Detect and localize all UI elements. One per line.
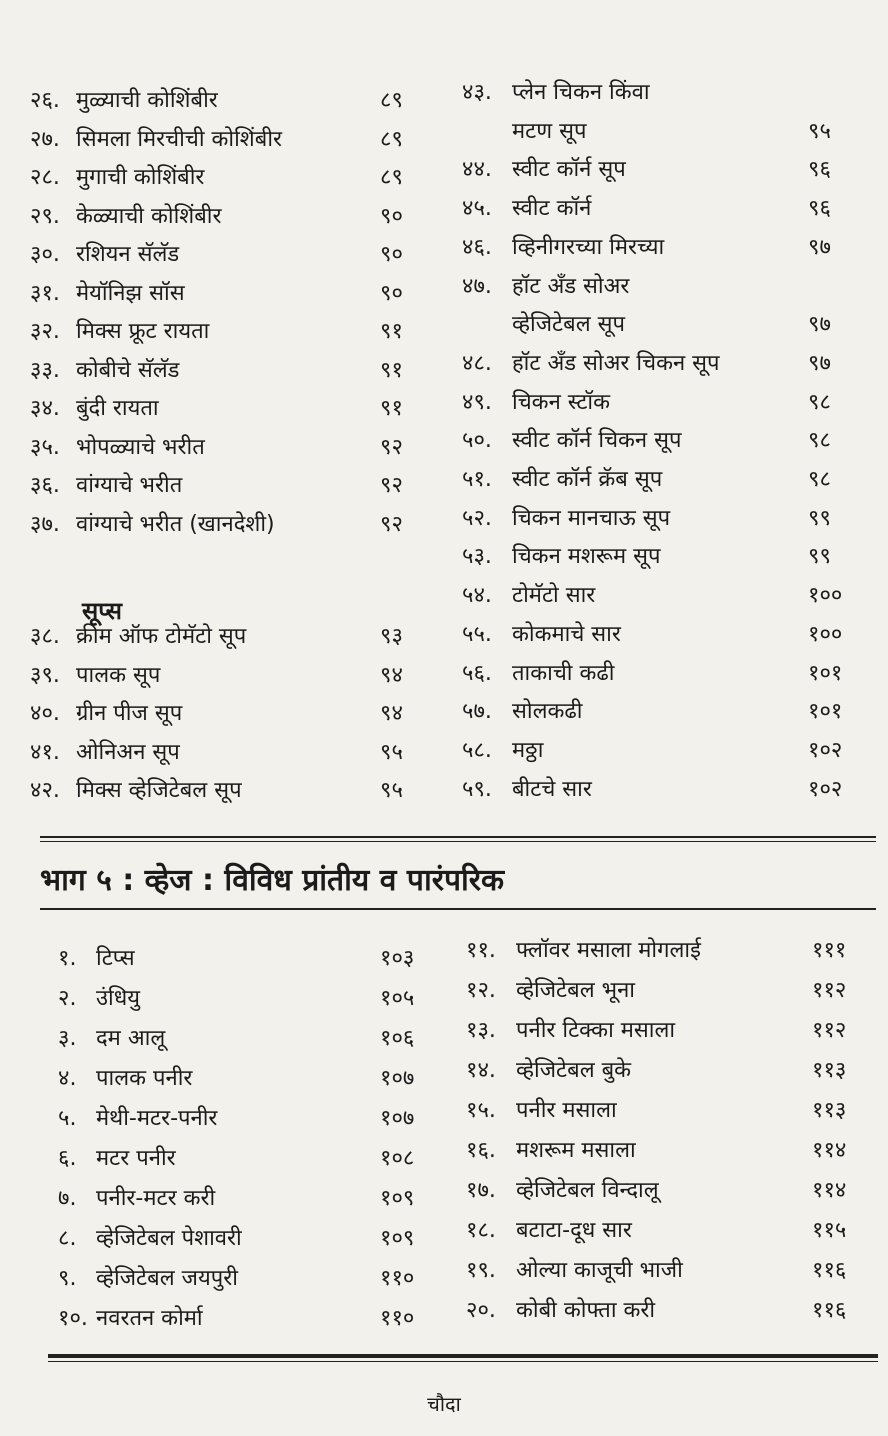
toc-column-bottom-left	[58, 944, 438, 1344]
toc-entry	[30, 125, 403, 155]
toc-entry	[462, 349, 831, 379]
toc-entry	[30, 356, 403, 386]
toc-entry-number: ५८.	[462, 737, 492, 763]
toc-entry-title: दम आलू	[96, 1026, 166, 1051]
toc-entry-number: १७.	[466, 1178, 496, 1203]
toc-entry	[462, 542, 831, 572]
toc-entry-title: पनीर टिक्का मसाला	[516, 1018, 676, 1043]
toc-entry	[58, 1024, 415, 1054]
toc-entry-page: ८९	[380, 165, 403, 190]
toc-entry-page: ९८	[808, 428, 831, 454]
toc-entry-number: ४५.	[462, 196, 492, 222]
toc-entry	[30, 202, 403, 232]
toc-entry	[462, 465, 831, 495]
toc-entry-number: ४९.	[462, 389, 492, 415]
toc-entry-number: ५४.	[462, 583, 492, 609]
toc-entry-page: ९२	[380, 434, 403, 460]
toc-entry-title: उंधियु	[96, 986, 141, 1011]
toc-entry-page: ९६	[808, 157, 831, 183]
toc-entry-page: ११३	[812, 1058, 847, 1083]
toc-entry-title: व्हेजिटेबल विन्दालू	[516, 1178, 659, 1203]
toc-entry-page: १००	[808, 583, 843, 609]
toc-entry	[466, 1216, 847, 1246]
toc-entry-title: ओनिअन सूप	[76, 739, 180, 765]
toc-entry-page: ११२	[812, 1018, 847, 1043]
soups-heading: सूप्स	[82, 597, 122, 625]
toc-entry	[30, 661, 403, 691]
toc-entry	[30, 86, 403, 116]
toc-entry-number: १६.	[466, 1138, 496, 1163]
toc-entry-title: व्हिनीगरच्या मिरच्या	[512, 234, 665, 260]
toc-entry-title: टिप्स	[96, 946, 135, 971]
toc-entry-title: चिकन मशरूम सूप	[512, 544, 661, 570]
toc-entry-number: १३.	[466, 1018, 496, 1043]
toc-entry-title: व्हेजिटेबल जयपुरी	[96, 1266, 238, 1291]
toc-entry-number: ३८.	[30, 624, 60, 649]
toc-entry-number: ४४.	[462, 157, 492, 183]
toc-entry-number: २७.	[30, 126, 60, 152]
toc-entry	[466, 1296, 847, 1326]
toc-entry-number: ३२.	[30, 319, 60, 344]
toc-entry-number: १४.	[466, 1058, 496, 1083]
toc-column-bottom-right	[466, 936, 866, 1336]
toc-entry-title: भोपळ्याचे भरीत	[76, 434, 205, 460]
toc-entry-number: ३३.	[30, 357, 60, 383]
toc-entry-page: १०१	[808, 660, 843, 686]
toc-entry-number: २६.	[30, 88, 60, 113]
toc-entry-number: ३७.	[30, 511, 60, 537]
toc-column-top-right	[462, 78, 862, 818]
divider-top-thin	[40, 841, 876, 842]
toc-entry-title: फ्लॉवर मसाला मोगलाई	[516, 938, 701, 963]
toc-entry-number: ५३.	[462, 544, 492, 570]
toc-entry	[58, 984, 415, 1014]
toc-entry-title: मुळ्याची कोशिंबीर	[76, 88, 218, 113]
toc-entry-page: ११६	[812, 1258, 847, 1283]
toc-entry	[462, 194, 831, 224]
toc-entry-number: ४६.	[462, 234, 492, 260]
toc-entry	[58, 1304, 415, 1334]
toc-entry-title: व्हेजिटेबल भूना	[516, 978, 635, 1003]
toc-entry-title: सोलकढी	[512, 699, 583, 725]
toc-entry	[466, 1256, 847, 1286]
page-footer: चौदा	[427, 1392, 461, 1416]
toc-entry	[462, 310, 831, 340]
divider-section	[40, 908, 876, 910]
toc-entry-title: ताकाची कढी	[512, 660, 615, 686]
toc-entry	[462, 581, 843, 611]
toc-entry-page: ८९	[380, 88, 403, 113]
toc-entry-page: ९९	[808, 505, 831, 531]
toc-entry-number: ३५.	[30, 434, 60, 460]
toc-entry-page: १०१	[808, 699, 843, 725]
toc-entry-title: पालक पनीर	[96, 1066, 193, 1091]
toc-entry	[466, 1016, 847, 1046]
toc-entry	[466, 1056, 847, 1086]
toc-entry	[462, 775, 843, 805]
toc-entry	[462, 117, 831, 147]
toc-entry-title: रशियन सॅलॅड	[76, 242, 180, 267]
toc-entry-number: १.	[58, 946, 77, 971]
toc-entry-number: ३०.	[30, 242, 60, 267]
toc-entry-number: ६.	[58, 1146, 77, 1171]
toc-entry-number: ५०.	[462, 428, 492, 454]
toc-entry-title: स्वीट कॉर्न क्रॅब सूप	[512, 467, 663, 492]
toc-entry-title: हॉट अँड सोअर	[512, 273, 630, 299]
toc-entry-page: १०८	[380, 1146, 415, 1171]
toc-entry-number: ११.	[466, 938, 496, 963]
toc-entry	[30, 510, 403, 540]
toc-entry-number: ३१.	[30, 280, 60, 306]
toc-entry-title: मिक्स फ्रूट रायता	[76, 319, 210, 344]
toc-entry-page: १०२	[808, 737, 843, 763]
toc-entry-title: व्हेजिटेबल पेशावरी	[96, 1226, 242, 1251]
toc-entry-page: १०९	[380, 1186, 415, 1211]
toc-entry	[466, 1176, 847, 1206]
toc-entry-page: ९६	[808, 196, 831, 222]
toc-entry	[466, 976, 847, 1006]
toc-entry-title: मशरूम मसाला	[516, 1138, 636, 1163]
toc-entry-number: ४.	[58, 1066, 77, 1091]
toc-entry-page: ९१	[380, 357, 403, 383]
toc-entry	[462, 736, 843, 766]
toc-entry	[466, 936, 847, 966]
toc-entry-number: ५७.	[462, 699, 492, 725]
toc-entry	[30, 471, 403, 501]
toc-entry	[58, 1144, 415, 1174]
toc-entry-page: १०६	[380, 1026, 415, 1051]
toc-entry-title: वांग्याचे भरीत	[76, 473, 183, 498]
toc-entry-number: ८.	[58, 1226, 77, 1251]
toc-entry	[466, 1096, 847, 1126]
toc-entry-number: १५.	[466, 1098, 496, 1123]
toc-entry-number: ४०.	[30, 701, 60, 726]
toc-entry-title: पालक सूप	[76, 662, 161, 688]
toc-entry-page: ९५	[380, 739, 403, 765]
toc-entry-number: ७.	[58, 1186, 77, 1211]
toc-entry-page: ९४	[380, 662, 403, 688]
toc-entry-number: ५६.	[462, 660, 492, 686]
toc-entry-page: ९७	[808, 312, 831, 338]
toc-entry-title: मेयॉनिझ सॉस	[76, 280, 185, 306]
toc-entry-number: ३४.	[30, 396, 60, 421]
toc-entry-page: ११६	[812, 1298, 847, 1323]
toc-entry-number: २९.	[30, 203, 60, 229]
toc-entry-title: कोकमाचे सार	[512, 621, 621, 647]
toc-entry-number: ५५.	[462, 621, 492, 647]
toc-entry-title: ग्रीन पीज सूप	[76, 701, 183, 726]
toc-entry-title: व्हेजिटेबल बुके	[516, 1058, 632, 1083]
toc-entry-number: २८.	[30, 165, 60, 190]
toc-entry-number: ५१.	[462, 467, 492, 492]
toc-entry-title: पनीर-मटर करी	[96, 1186, 216, 1211]
toc-entry-page: ११०	[380, 1306, 415, 1331]
toc-column-top-left	[30, 86, 430, 546]
toc-entry	[30, 699, 403, 729]
toc-entry-title: टोमॅटो सार	[512, 583, 596, 609]
section-title: भाग ५ : व्हेज : विविध प्रांतीय व पारंपरिक	[40, 863, 505, 898]
toc-entry	[462, 620, 843, 650]
toc-entry-title: प्लेन चिकन किंवा	[512, 80, 650, 105]
toc-entry	[462, 388, 831, 418]
toc-entry	[58, 1224, 415, 1254]
toc-entry-page: १००	[808, 621, 843, 647]
toc-entry-number: १०.	[58, 1306, 88, 1331]
toc-entry	[58, 1184, 415, 1214]
toc-entry-title: सिमला मिरचीची कोशिंबीर	[76, 126, 283, 152]
toc-entry-title: स्वीट कॉर्न	[512, 196, 592, 222]
divider-top	[40, 836, 876, 838]
toc-entry-page: १०७	[380, 1106, 415, 1131]
toc-entry-page: १११	[812, 938, 847, 963]
toc-entry-page: ९२	[380, 511, 403, 537]
toc-entry-page: ९१	[380, 396, 403, 421]
toc-entry-page: ९८	[808, 389, 831, 415]
toc-entry-page: ९०	[380, 203, 403, 229]
toc-entry-title: मिक्स व्हेजिटेबल सूप	[76, 778, 242, 803]
toc-entry	[462, 504, 831, 534]
toc-entry-page: ११२	[812, 978, 847, 1003]
toc-entry-title: बीटचे सार	[512, 776, 592, 802]
toc-entry-title: व्हेजिटेबल सूप	[512, 312, 625, 338]
toc-entry	[30, 163, 403, 193]
toc-column-soups	[30, 622, 430, 812]
toc-entry-title: मटण सूप	[512, 118, 587, 144]
toc-entry	[466, 1136, 847, 1166]
toc-entry-page: ९५	[380, 778, 403, 803]
toc-entry	[58, 1064, 415, 1094]
toc-entry-title: मेथी-मटर-पनीर	[96, 1106, 218, 1131]
toc-entry-page: ११५	[812, 1218, 847, 1243]
toc-entry-title: पनीर मसाला	[516, 1098, 617, 1123]
toc-entry-title: बटाटा-दूध सार	[516, 1218, 632, 1243]
divider-bottom-thin	[48, 1361, 878, 1362]
toc-entry-title: चिकन मानचाऊ सूप	[512, 505, 671, 531]
toc-entry-page: ९३	[380, 624, 403, 649]
toc-entry-title: स्वीट कॉर्न चिकन सूप	[512, 428, 682, 454]
toc-entry-page: ११४	[812, 1178, 847, 1203]
toc-entry-title: केळ्याची कोशिंबीर	[76, 203, 222, 229]
toc-entry	[30, 776, 403, 806]
toc-entry	[58, 1264, 415, 1294]
toc-entry	[30, 279, 403, 309]
toc-entry-title: कोबीचे सॅलॅड	[76, 357, 180, 383]
divider-bottom	[48, 1354, 878, 1358]
toc-entry-page: ९२	[380, 473, 403, 498]
toc-entry-title: मटर पनीर	[96, 1146, 176, 1171]
toc-entry-page: ८९	[380, 126, 403, 152]
toc-entry-page: १०९	[380, 1226, 415, 1251]
toc-entry-title: नवरतन कोर्मा	[96, 1306, 203, 1331]
toc-entry-page: १०५	[380, 986, 415, 1011]
toc-entry-number: ४७.	[462, 273, 492, 299]
toc-entry-number: १२.	[466, 978, 496, 1003]
toc-entry	[462, 426, 831, 456]
toc-entry	[30, 317, 403, 347]
toc-entry-title: ओल्या काजूची भाजी	[516, 1258, 683, 1283]
toc-entry-number: १८.	[466, 1218, 496, 1243]
toc-entry-number: ४३.	[462, 80, 492, 105]
toc-entry-page: ११०	[380, 1266, 415, 1291]
toc-entry-page: ९५	[808, 118, 831, 144]
toc-entry-title: चिकन स्टॉक	[512, 389, 611, 415]
toc-entry-page: ९०	[380, 280, 403, 306]
toc-entry-page: ९८	[808, 467, 831, 492]
toc-entry	[462, 233, 831, 263]
toc-entry	[462, 78, 650, 108]
toc-entry-number: ५.	[58, 1106, 77, 1131]
toc-entry-title: कोबी कोफ्ता करी	[516, 1298, 656, 1323]
toc-entry	[58, 944, 415, 974]
toc-entry-number: ३६.	[30, 473, 60, 498]
toc-entry-page: ९७	[808, 234, 831, 260]
toc-entry	[462, 272, 629, 302]
toc-entry	[30, 240, 403, 270]
toc-entry-title: क्रीम ऑफ टोमॅटो सूप	[76, 624, 247, 649]
toc-entry-title: मठ्ठा	[512, 737, 544, 763]
toc-entry-title: स्वीट कॉर्न सूप	[512, 157, 626, 183]
toc-entry-page: १०२	[808, 776, 843, 802]
toc-entry-page: ९०	[380, 242, 403, 267]
toc-entry-page: ९७	[808, 350, 831, 376]
toc-entry	[58, 1104, 415, 1134]
toc-entry-page: ९४	[380, 701, 403, 726]
toc-entry	[30, 433, 403, 463]
toc-entry-title: बुंदी रायता	[76, 396, 159, 421]
toc-entry-number: ९.	[58, 1266, 77, 1291]
toc-entry	[462, 659, 843, 689]
toc-entry-number: ४१.	[30, 739, 60, 765]
toc-entry-number: ३.	[58, 1026, 77, 1051]
toc-entry-number: १९.	[466, 1258, 496, 1283]
toc-entry-title: मुगाची कोशिंबीर	[76, 165, 205, 190]
toc-entry-number: ५२.	[462, 505, 492, 531]
toc-entry-number: २.	[58, 986, 77, 1011]
toc-entry-title: हॉट अँड सोअर चिकन सूप	[512, 350, 720, 376]
toc-entry-page: ९९	[808, 544, 831, 570]
toc-entry	[30, 622, 403, 652]
toc-entry	[462, 155, 831, 185]
toc-entry-page: ११४	[812, 1138, 847, 1163]
toc-entry	[30, 394, 403, 424]
toc-entry	[462, 697, 843, 727]
toc-entry-page: ११३	[812, 1098, 847, 1123]
toc-entry-number: ३९.	[30, 662, 60, 688]
toc-entry-number: ४२.	[30, 778, 60, 803]
toc-entry	[30, 738, 403, 768]
toc-entry-number: ४८.	[462, 350, 492, 376]
toc-entry-title: वांग्याचे भरीत (खानदेशी)	[76, 511, 275, 537]
toc-entry-page: १०३	[380, 946, 415, 971]
toc-entry-number: २०.	[466, 1298, 496, 1323]
toc-entry-page: ९१	[380, 319, 403, 344]
toc-entry-number: ५९.	[462, 776, 492, 802]
toc-entry-page: १०७	[380, 1066, 415, 1091]
